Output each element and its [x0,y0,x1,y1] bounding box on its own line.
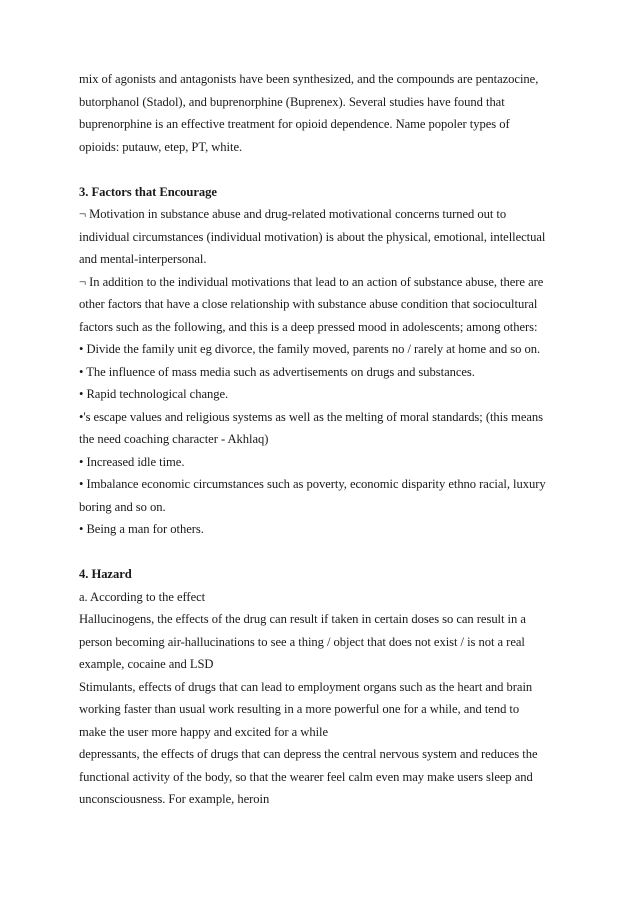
section-heading: 4. Hazard [79,567,132,581]
text-line: buprenorphine is an effective treatment for opioid dependence. Name popoler types of [79,117,510,131]
text-line: ¬ In addition to the individual motivations that lead to an action of substance abuse, there are [79,274,544,289]
text-line: a. According to the effect [79,589,206,604]
text-line: depressants, the effects of drugs that can depress the central nervous system and reduces the [79,747,538,761]
text-line: opioids: putauw, etep, PT, white. [79,139,243,154]
text-line: mix of agonists and antagonists have been synthesized, and the compounds are pentazocine, [79,72,539,86]
text-line: working faster than usual work resulting in a more powerful one for a while, and tend to [79,702,520,716]
bullet-item: • Increased idle time. [79,454,185,469]
paragraph-gap [79,158,569,181]
text-line: Stimulants, effects of drugs that can lead to employment organs such as the heart and brain [79,679,533,694]
text-line: make the user more happy and excited for a while [79,724,329,739]
text-line: unconsciousness. For example, heroin [79,792,270,806]
text-line: butorphanol (Stadol), and buprenorphine (Buprenex). Several studies have found that [79,94,505,109]
text-line: example, cocaine and LSD [79,657,214,671]
bullet-item: •'s escape values and religious systems as well as the melting of moral standards; (this means [79,409,543,424]
text-line: other factors that have a close relationship with substance abuse condition that sociocultural [79,297,538,311]
section-hazard [79,563,569,811]
text-line: functional activity of the body, so that the wearer feel calm even may make users sleep and [79,769,533,784]
section-heading: 3. Factors that Encourage [79,184,217,199]
bullet-item: • Rapid technological change. [79,387,229,401]
text-line: individual circumstances (individual motivation) is about the physical, emotional, intellectual [79,229,546,244]
bullet-item: • The influence of mass media such as advertisements on drugs and substances. [79,364,475,379]
section-factors [79,181,569,541]
intro-paragraph [79,68,569,158]
bullet-item: • Divide the family unit eg divorce, the family moved, parents no / rarely at home and so on. [79,342,541,356]
text-line: boring and so on. [79,499,166,514]
text-line: the need coaching character - Akhlaq) [79,432,269,446]
bullet-item: • Being a man for others. [79,522,204,536]
text-line: and mental-interpersonal. [79,252,207,266]
document-page [79,68,569,811]
text-line: factors such as the following, and this is a deep pressed mood in adolescents; among others: [79,319,538,334]
text-line: ¬ Motivation in substance abuse and drug-related motivational concerns turned out to [79,207,507,221]
text-line: Hallucinogens, the effects of the drug can result if taken in certain doses so can result in a [79,612,526,626]
text-line: person becoming air-hallucinations to see a thing / object that does not exist / is not a real [79,634,525,649]
bullet-item: • Imbalance economic circumstances such as poverty, economic disparity ethno racial, luxury [79,477,546,491]
paragraph-gap [79,541,569,564]
